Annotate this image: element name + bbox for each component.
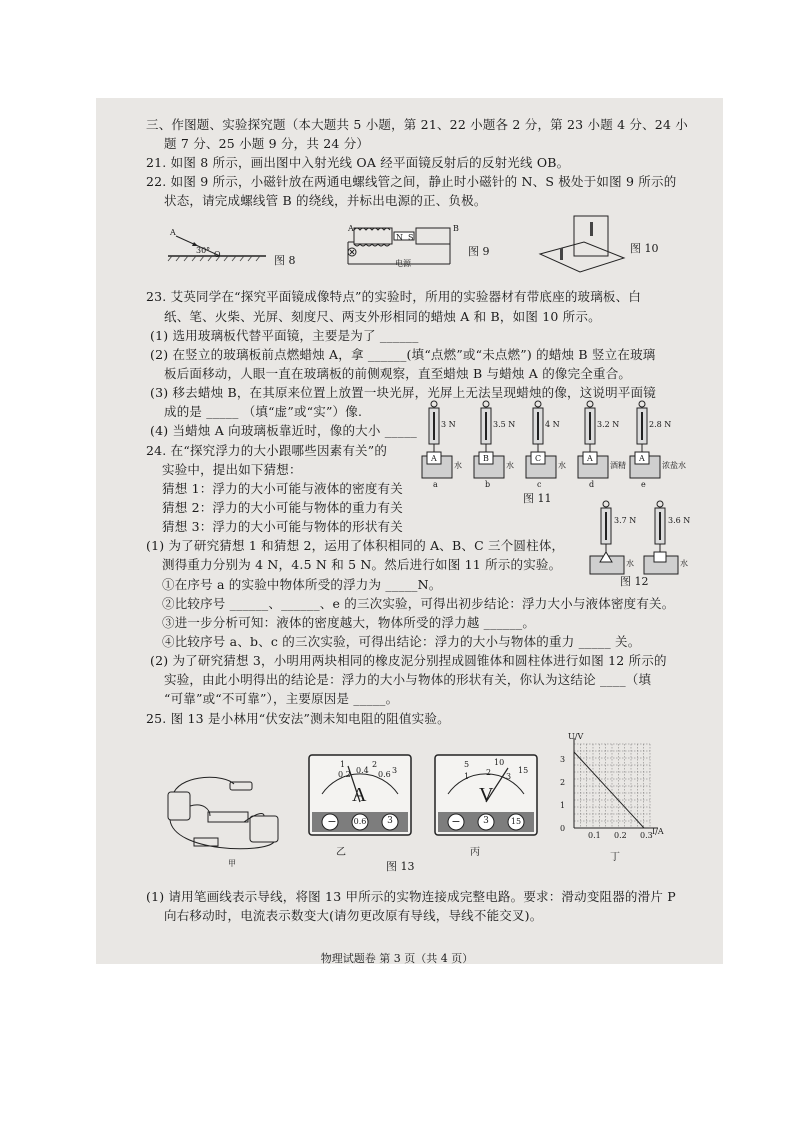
- q24-item3: ③进一步分析可知：液体的密度越大，物体所受的浮力越 ______。: [162, 615, 536, 630]
- voltmeter-tick-15: 15: [518, 766, 529, 775]
- fig9-label-a: A: [348, 224, 354, 233]
- graph-x-0-1: 0.1: [588, 831, 601, 840]
- question-25: 25. 图 13 是小林用“伏安法”测未知电阻的阻值实验。: [146, 711, 450, 726]
- voltmeter-small-2: 2: [486, 768, 492, 777]
- experiment-label-b: b: [485, 480, 491, 489]
- figure-13-yi: 乙: [336, 847, 346, 858]
- page-footer: 物理试题卷 第 3 页（共 4 页）: [320, 952, 474, 965]
- q24-part2-cont: 实验，由此小明得出的结论是：浮力的大小与物体的形状有关，你认为这结论 ____（填: [164, 672, 652, 687]
- hypothesis-3: 猜想 3：浮力的大小可能与物体的形状有关: [162, 519, 403, 534]
- fig9-label-n: N: [396, 233, 403, 242]
- experiment-label-c: c: [537, 480, 542, 489]
- experiment-label-d: d: [589, 480, 595, 489]
- fig12-liquid-2: 水: [680, 559, 688, 568]
- figure-12-diagram: [560, 500, 690, 578]
- experiment-label-e: e: [641, 480, 646, 489]
- fig9-power-source: 电源: [395, 259, 411, 268]
- figure-10-diagram: [536, 212, 626, 276]
- graph-y-0: 0: [560, 824, 566, 833]
- voltmeter-tick-5: 5: [464, 760, 470, 769]
- voltmeter-terminal-15[interactable]: 15: [510, 817, 522, 826]
- spring-scale-a: [422, 401, 452, 478]
- liquid-b: 水: [506, 461, 514, 470]
- question-24: 24. 在“探究浮力的大小跟哪些因素有关”的: [146, 443, 388, 458]
- ammeter-big-1: 1: [340, 760, 346, 769]
- figure-13-bing: 丙: [470, 847, 480, 858]
- spring-scale-12-1: [590, 501, 624, 574]
- figure-12-caption: 图 12: [620, 575, 649, 588]
- section-heading-cont: 题 7 分、25 小题 9 分，共 24 分）: [164, 136, 370, 151]
- q24-part1-cont: 测得重力分别为 4 N，4.5 N 和 5 N。然后进行如图 11 所示的实验。: [162, 557, 562, 572]
- figure-11-caption: 图 11: [523, 492, 552, 505]
- spring-reading-b: 3.5 N: [493, 420, 516, 429]
- spring-scale-e: [630, 401, 660, 478]
- q24-part2-cont2: “可靠”或“不可靠”），主要原因是 _____。: [164, 691, 399, 706]
- graph-y-1: 1: [560, 801, 566, 810]
- graph-line: [574, 752, 644, 828]
- ammeter-terminal-3[interactable]: 3: [387, 816, 393, 826]
- spring-reading-c: 4 N: [545, 420, 560, 429]
- voltmeter-small-1: 1: [464, 772, 470, 781]
- ammeter-terminal-0-6[interactable]: 0.6: [353, 817, 367, 826]
- u-i-graph: [568, 738, 658, 832]
- graph-y-2: 2: [560, 778, 566, 787]
- liquid-c: 水: [558, 461, 566, 470]
- liquid-d: 酒精: [610, 461, 626, 470]
- q23-part1: (1) 选用玻璃板代替平面镜，主要是为了 ______: [150, 328, 419, 343]
- object-c: C: [535, 454, 542, 463]
- voltmeter-tick-10: 10: [494, 758, 505, 767]
- liquid-e: 浓盐水: [662, 461, 686, 470]
- graph-x-label: I/A: [652, 827, 664, 836]
- voltmeter-terminal-3[interactable]: 3: [483, 816, 489, 826]
- ammeter-tick-3: 0.6: [378, 770, 391, 779]
- q25-part1: (1) 请用笔画线表示导线，将图 13 甲所示的实物连接成完整电路。要求：滑动变阻器的滑片 P: [146, 889, 676, 904]
- graph-x-0-3: 0.3: [640, 831, 653, 840]
- voltmeter-terminal-neg[interactable]: −: [451, 815, 461, 828]
- question-24-cont: 实验中，提出如下猜想：: [162, 462, 302, 477]
- fig12-liquid-1: 水: [626, 559, 634, 568]
- q24-part1: (1) 为了研究猜想 1 和猜想 2，运用了体积相同的 A、B、C 三个圆柱体，: [146, 538, 565, 553]
- object-d: A: [587, 454, 593, 463]
- fig12-reading-1: 3.7 N: [614, 516, 637, 525]
- spring-reading-e: 2.8 N: [649, 420, 672, 429]
- figure-11-diagram: [420, 400, 690, 490]
- ammeter-tick-1: 0.2: [338, 770, 351, 779]
- object-a: A: [431, 454, 437, 463]
- figure-8-diagram: [168, 226, 268, 268]
- figure-10-caption: 图 10: [630, 242, 659, 255]
- q24-item2: ②比较序号 ______、______、e 的三次实验，可得出初步结论：浮力大小与液体密度有关。: [162, 596, 675, 611]
- question-21: 21. 如图 8 所示，画出图中入射光线 OA 经平面镜反射后的反射光线 OB。: [146, 155, 570, 170]
- spring-scale-12-2: [644, 501, 678, 574]
- voltmeter-small-3: 3: [506, 772, 512, 781]
- q24-part2: (2) 为了研究猜想 3，小明用两块相同的橡皮泥分别捏成圆锥体和圆柱体进行如图 12 所示的: [150, 653, 667, 668]
- q24-item4: ④比较序号 a、b、c 的三次实验，可得出结论：浮力的大小与物体的重力 _____ 关。: [162, 634, 641, 649]
- fig9-label-s: S: [408, 233, 414, 242]
- spring-scale-b: [474, 401, 504, 478]
- question-23: 23. 艾英同学在“探究平面镜成像特点”的实验时，所用的实验器材有带底座的玻璃板、白: [146, 289, 642, 304]
- fig9-label-b: B: [453, 224, 459, 233]
- figure-13-circuit: [164, 772, 288, 856]
- fig8-point-a: A: [170, 228, 176, 237]
- experiment-label-a: a: [433, 480, 438, 489]
- figure-9-caption: 图 9: [468, 245, 490, 258]
- spring-scale-d: [578, 401, 608, 478]
- ammeter-terminal-neg[interactable]: −: [327, 815, 337, 828]
- object-b: B: [483, 454, 489, 463]
- ammeter-letter: A: [352, 784, 367, 806]
- ammeter-tick-2: 0.4: [356, 766, 369, 775]
- q23-part2-cont: 板后面移动，人眼一直在玻璃板的前侧观察，直至蜡烛 B 与蜡烛 A 的像完全重合。: [164, 366, 632, 381]
- object-e: A: [639, 454, 645, 463]
- graph-y-label: U/V: [568, 732, 584, 741]
- spring-reading-a: 3 N: [441, 420, 456, 429]
- q23-part3-cont: 成的是 _____ （填“虚”或“实”）像.: [164, 404, 363, 419]
- figure-13-jia: 甲: [228, 859, 236, 868]
- q23-part2: (2) 在竖立的玻璃板前点燃蜡烛 A，拿 ______(填“点燃”或“未点燃”) 的蜡烛 B 竖立在玻璃: [150, 347, 656, 362]
- question-22-cont: 状态，请完成螺线管 B 的绕线，并标出电源的正、负极。: [164, 193, 487, 208]
- figure-8-caption: 图 8: [274, 254, 296, 267]
- question-22: 22. 如图 9 所示，小磁针放在两通电螺线管之间，静止时小磁针的 N、S 极处于如图 9 所示的: [146, 174, 677, 189]
- spring-reading-d: 3.2 N: [597, 420, 620, 429]
- hypothesis-2: 猜想 2：浮力的大小可能与物体的重力有关: [162, 500, 403, 515]
- section-heading: 三、作图题、实验探究题（本大题共 5 小题，第 21、22 小题各 2 分，第 23 小题 4 分、24 小: [146, 117, 688, 132]
- fig12-reading-2: 3.6 N: [668, 516, 691, 525]
- q23-part4: (4) 当蜡烛 A 向玻璃板靠近时，像的大小 _____: [150, 423, 417, 438]
- fig8-angle: 30°: [196, 246, 211, 255]
- q25-part1-cont: 向右移动时，电流表示数变大(请勿更改原有导线，导线不能交叉)。: [164, 908, 543, 923]
- voltmeter-letter: V: [479, 784, 494, 806]
- q24-item1: ①在序号 a 的实验中物体所受的浮力为 _____N。: [162, 577, 442, 592]
- hypothesis-1: 猜想 1：浮力的大小可能与液体的密度有关: [162, 481, 403, 496]
- graph-x-0-2: 0.2: [614, 831, 627, 840]
- question-23-cont: 纸、笔、火柴、光屏、刻度尺、两支外形相同的蜡烛 A 和 B，如图 10 所示。: [164, 309, 601, 324]
- figure-13-ding: 丁: [610, 852, 620, 863]
- q23-part3: (3) 移去蜡烛 B，在其原来位置上放置一块光屏，光屏上无法呈现蜡烛的像，这说明平面镜: [150, 385, 656, 400]
- ammeter-big-3: 3: [392, 766, 398, 775]
- spring-scale-c: [526, 401, 556, 478]
- fig8-point-o: O: [214, 250, 221, 259]
- ammeter-big-2: 2: [372, 760, 378, 769]
- figure-13-caption: 图 13: [386, 860, 415, 873]
- graph-y-3: 3: [560, 755, 566, 764]
- liquid-a: 水: [454, 461, 462, 470]
